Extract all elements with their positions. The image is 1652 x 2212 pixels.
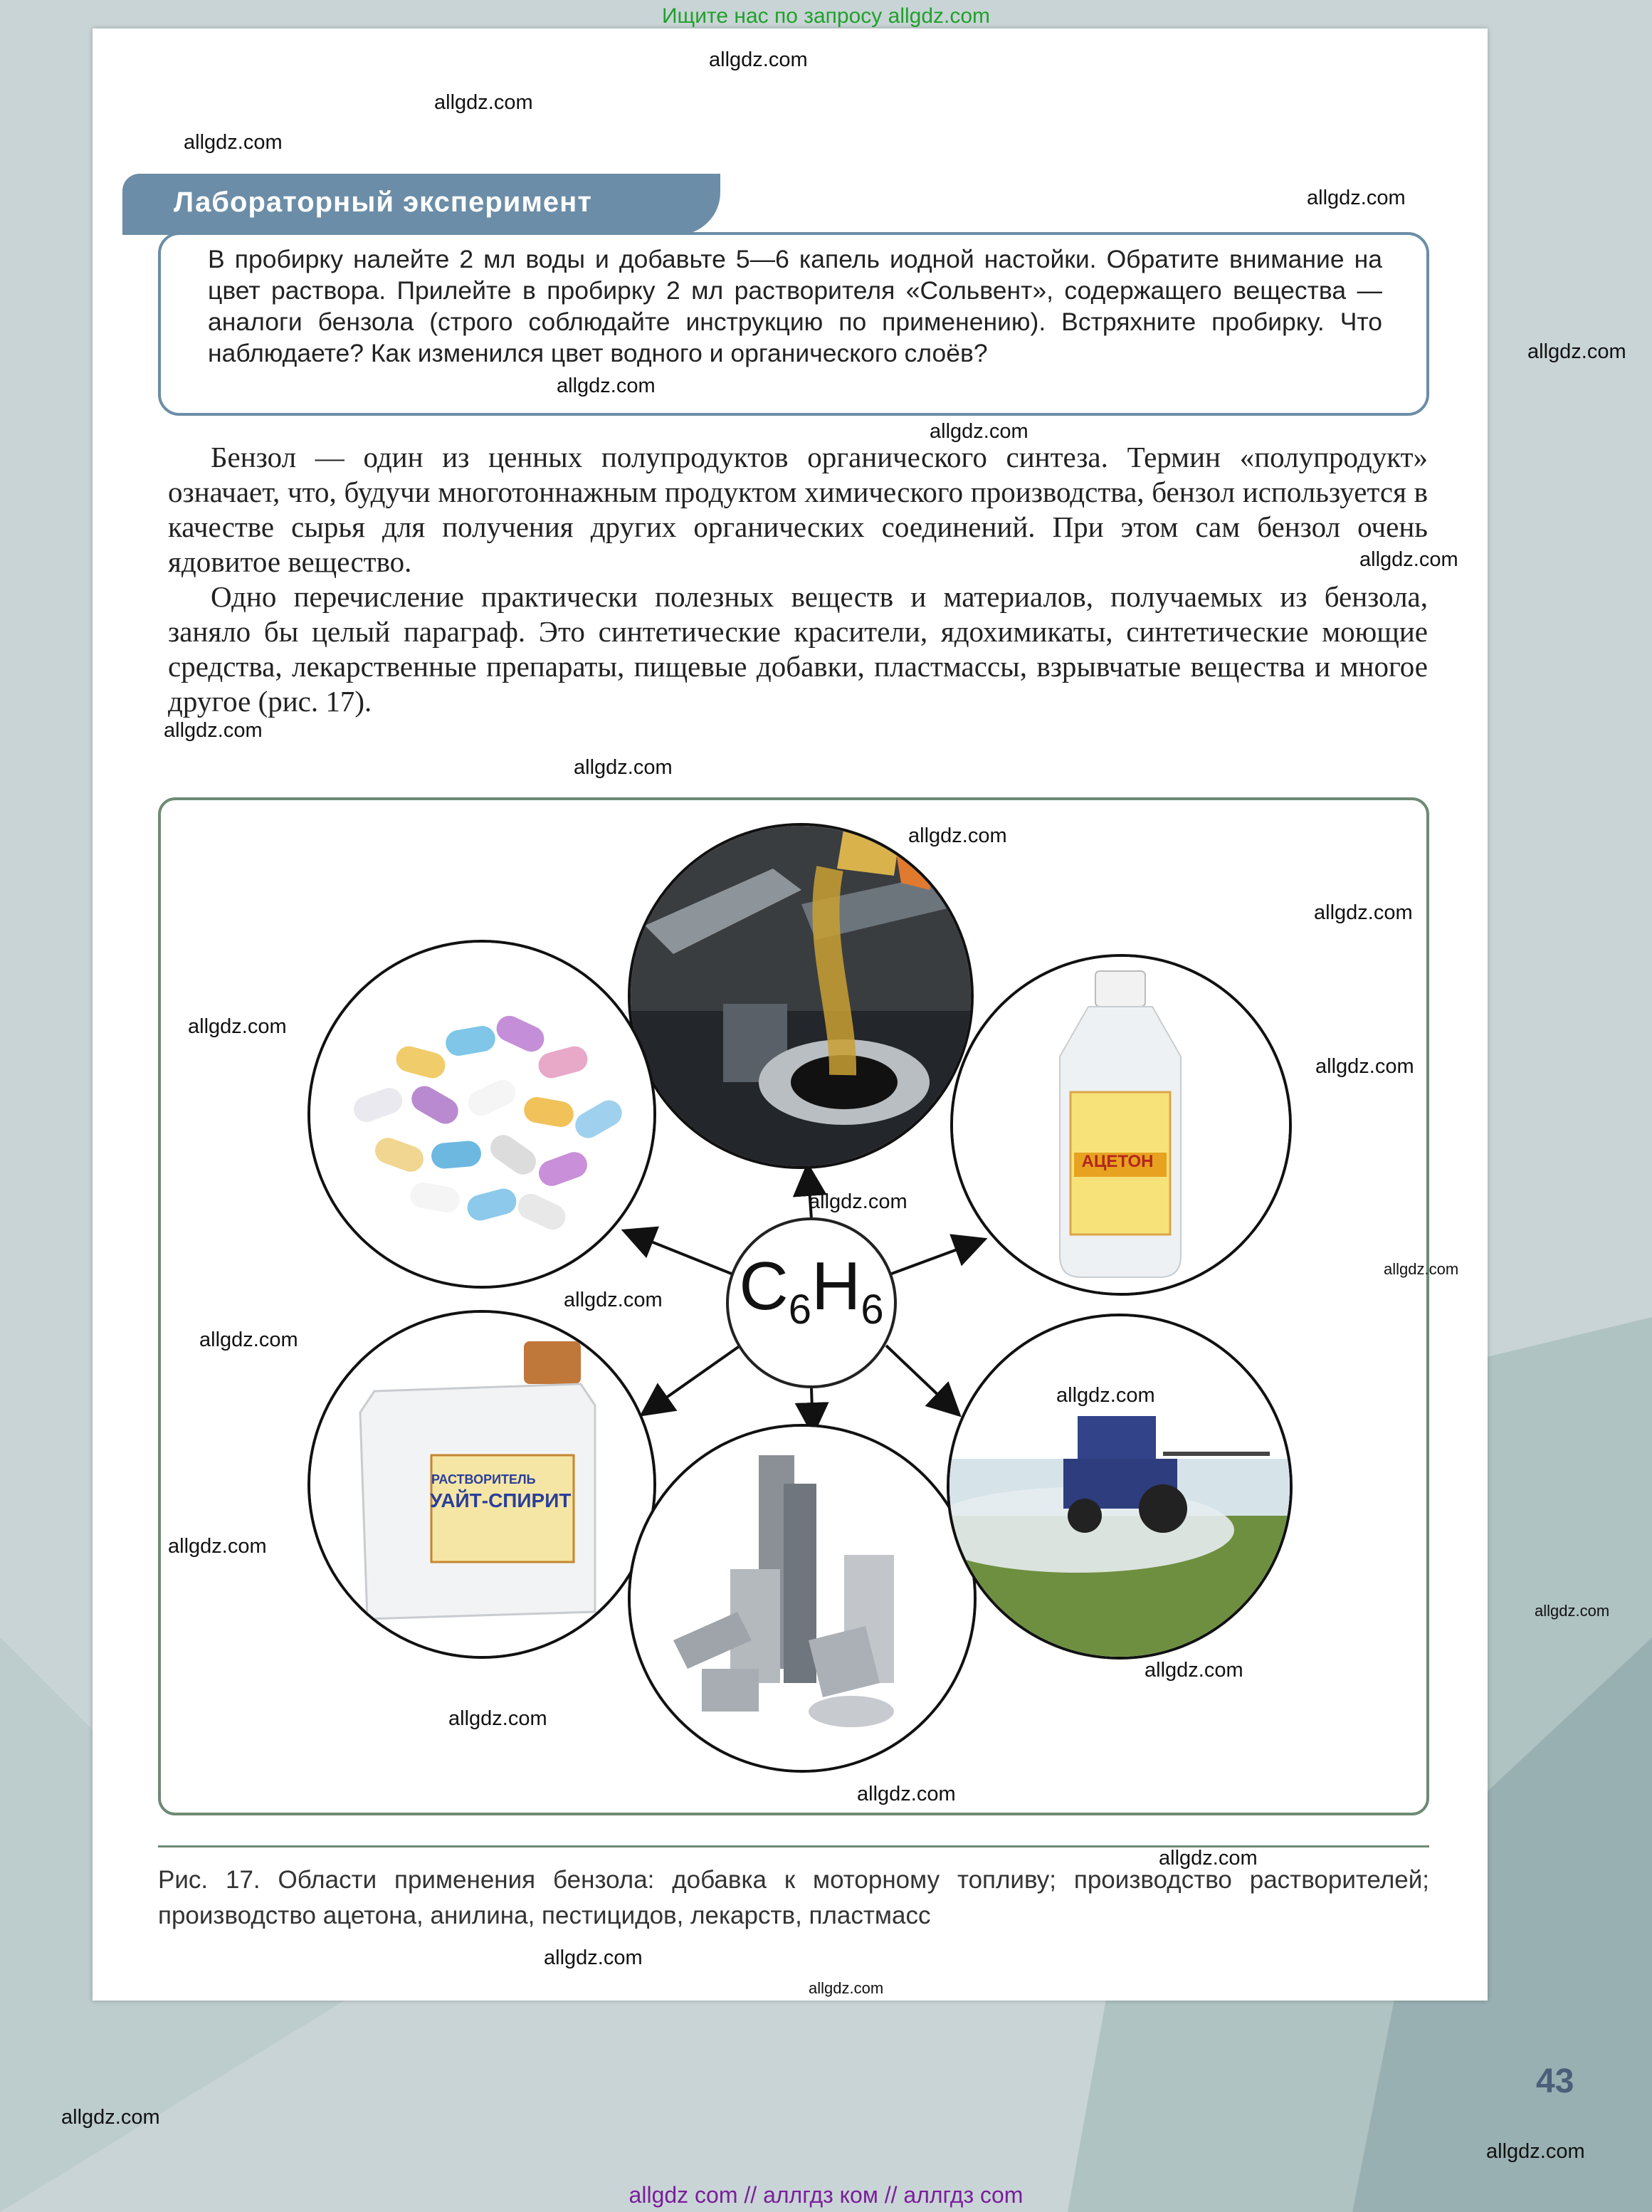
arrow-to-tractor: [886, 1346, 957, 1413]
acetone-label: АЦЕТОН: [1081, 1152, 1154, 1171]
arrow-to-pills: [626, 1232, 733, 1274]
watermark: allgdz.com: [1314, 901, 1413, 924]
watermark: allgdz.com: [188, 1015, 287, 1038]
watermark: allgdz.com: [1486, 2140, 1585, 2163]
solvent-label-main: УАЙТ-СПИРИТ: [430, 1489, 572, 1511]
page-number: 43: [1536, 2062, 1574, 2100]
watermark: allgdz.com: [434, 91, 533, 114]
engine-oil-illustration: [631, 826, 972, 1168]
watermark: allgdz.com: [448, 1707, 547, 1730]
watermark: allgdz.com: [809, 1979, 884, 1997]
acetone-image: [950, 954, 1292, 1296]
watermark: allgdz.com: [168, 1535, 267, 1558]
pills-illustration: [310, 943, 655, 1287]
watermark: allgdz.com: [1359, 548, 1458, 571]
plastic-pipes-illustration: [631, 1427, 975, 1771]
formula-carbon: C: [739, 1248, 789, 1324]
benzene-formula: [726, 1247, 897, 1349]
solvent-label-top: РАСТВОРИТЕЛЬ: [431, 1472, 536, 1487]
paragraph: Бензол — один из ценных полупродуктов органического синтеза. Термин «полупродукт» означает, что, будучи многотоннажным продуктом химического производства, бензол используется в качестве сырья для получения других органических соединений. При этом сам бензол очень ядовитое вещество.: [168, 441, 1428, 578]
watermark: allgdz.com: [908, 824, 1007, 847]
watermark: allgdz.com: [1145, 1659, 1243, 1682]
watermark: allgdz.com: [564, 1289, 663, 1311]
motor-fuel-image: [628, 823, 974, 1169]
plastics-image: [628, 1424, 977, 1773]
arrow-to-solvent: [644, 1346, 740, 1413]
watermark: allgdz.com: [199, 1328, 298, 1351]
watermark: allgdz.com: [1527, 340, 1626, 363]
formula-hydrogen: H: [811, 1248, 861, 1324]
watermark: allgdz.com: [857, 1783, 956, 1805]
watermark: allgdz.com: [544, 1946, 643, 1969]
medicines-image: [307, 940, 656, 1289]
pesticides-image: [947, 1314, 1293, 1660]
figure-caption: Рис. 17. Области применения бензола: добавка к моторному топливу; производство растворителей; производство ацетона, анилина, пестицидов, лекарств, пластмасс: [158, 1866, 1429, 1929]
lab-title: Лабораторный эксперимент: [174, 187, 592, 218]
watermark: allgdz.com: [1384, 1260, 1459, 1278]
watermark: allgdz.com: [61, 2106, 160, 2129]
watermark: allgdz.com: [1315, 1055, 1414, 1078]
watermark: allgdz.com: [184, 131, 283, 154]
watermark: allgdz.com: [1056, 1384, 1155, 1407]
paragraph: Одно перечисление практически полезных веществ и материалов, получаемых из бензола, заняло бы целый параграф. Это синтетические красители, ядохимикаты, синтетические моющие средства, лекарственные препараты, пищевые добавки, пластмассы, взрывчатые вещества и многое другое (рис. 17).: [168, 580, 1428, 718]
watermark: allgdz.com: [709, 48, 808, 71]
watermark: allgdz.com: [930, 420, 1028, 443]
top-banner[interactable]: Ищите нас по запросу allgdz.com: [661, 4, 991, 28]
formula-hydrogen-count: 6: [861, 1286, 884, 1333]
formula-carbon-count: 6: [788, 1286, 811, 1333]
bottom-banner[interactable]: allgdz com // аллгдз ком // аллгдз com: [628, 2182, 1024, 2208]
watermark: allgdz.com: [1159, 1847, 1258, 1870]
tractor-spraying-illustration: [949, 1316, 1291, 1658]
acetone-bottle-illustration: [953, 957, 1290, 1294]
watermark: allgdz.com: [557, 374, 656, 397]
arrow-to-acetone: [890, 1240, 982, 1274]
watermark: allgdz.com: [1535, 1602, 1610, 1620]
watermark: allgdz.com: [1307, 187, 1406, 209]
watermark: allgdz.com: [809, 1190, 907, 1213]
lab-text: В пробирку налейте 2 мл воды и добавьте 5—6 капель иодной настойки. Обратите внимание на цвет раствора. Прилейте в пробирку 2 мл растворителя «Сольвент», содержащего вещества — аналоги бензола (строго соблюдайте инструкцию по применению). Встряхните пробирку. Что наблюдаете? Как изменился цвет водного и органического слоёв?: [208, 245, 1382, 367]
watermark: allgdz.com: [164, 719, 263, 742]
watermark: allgdz.com: [574, 756, 673, 779]
